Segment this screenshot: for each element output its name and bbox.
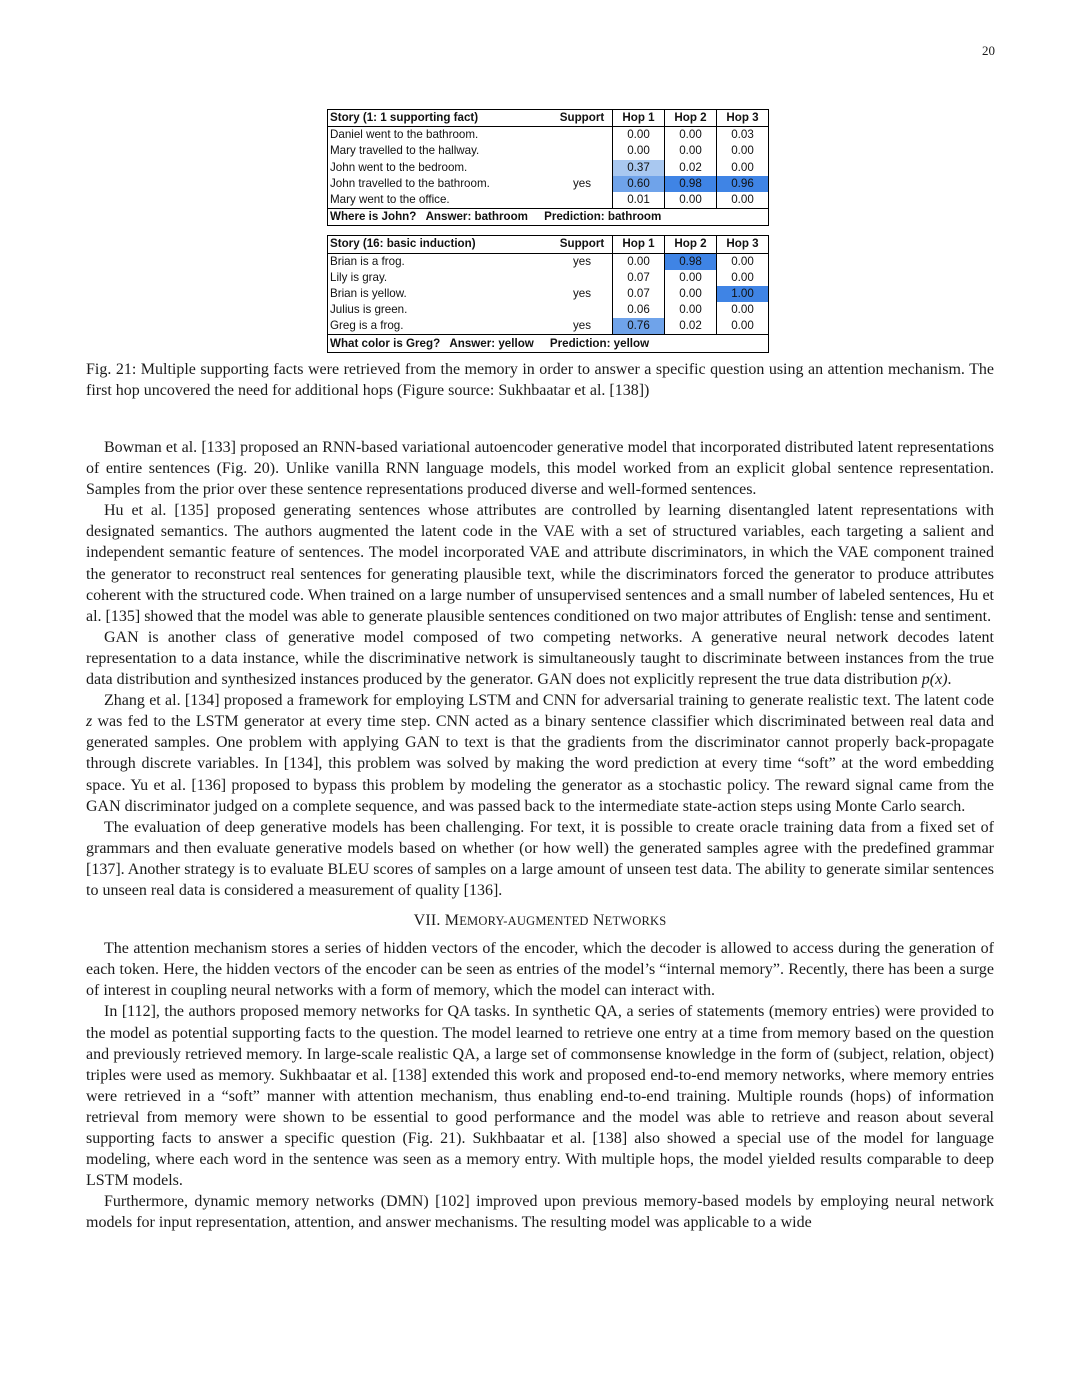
page-number: 20 xyxy=(982,43,995,58)
answer-text: Answer: yellow xyxy=(449,336,534,350)
support-cell xyxy=(552,127,613,144)
support-cell xyxy=(552,302,613,318)
heading-text: AUGMENTED xyxy=(507,914,589,929)
table-row xyxy=(328,286,769,302)
paragraph: Furthermore, dynamic memory networks (DMN) [102] improved upon previous memory-based models by employing neural network models for input representation, attention, and answer mechanisms. The resulting model was applicable to a wide xyxy=(86,1193,994,1232)
support-cell xyxy=(552,192,613,209)
hop1-cell: 0.37 xyxy=(613,160,665,176)
header-hop2: Hop 2 xyxy=(665,110,717,127)
hop2-cell: 0.00 xyxy=(665,143,717,159)
story-cell: Greg is a frog. xyxy=(330,319,404,333)
story-cell: Julius is green. xyxy=(330,303,408,317)
table-row xyxy=(328,127,769,144)
support-cell xyxy=(552,270,613,286)
hop2-cell: 0.02 xyxy=(665,318,717,335)
heading-text: EMORY xyxy=(459,914,504,929)
header-hop1: Hop 1 xyxy=(613,110,665,127)
qa-footer xyxy=(328,209,769,226)
math-inline: z xyxy=(86,713,93,731)
table-footer-row xyxy=(328,335,769,352)
hop1-cell: 0.07 xyxy=(613,270,665,286)
question-text: Where is John? xyxy=(330,210,417,224)
table-row xyxy=(328,160,769,176)
hop2-cell: 0.00 xyxy=(665,192,717,209)
support-cell: yes xyxy=(552,176,613,192)
header-hop2: Hop 2 xyxy=(665,236,717,253)
table-row xyxy=(328,302,769,318)
section-number: VII. xyxy=(413,912,441,930)
hop3-cell: 0.00 xyxy=(717,160,769,176)
header-support: Support xyxy=(552,236,613,253)
table-header-row xyxy=(328,110,769,127)
hop1-cell: 0.00 xyxy=(613,253,665,270)
story-table-1 xyxy=(327,109,769,226)
paragraph xyxy=(86,690,994,817)
heading-text: - xyxy=(503,914,508,929)
hop1-cell: 0.76 xyxy=(613,318,665,335)
hop1-cell: 0.06 xyxy=(613,302,665,318)
story-table-2 xyxy=(327,235,769,352)
hop2-cell: 0.00 xyxy=(665,286,717,302)
support-cell xyxy=(552,160,613,176)
prediction-text: Prediction: bathroom xyxy=(544,210,662,224)
text-run: . xyxy=(947,671,952,689)
hop1-cell: 0.07 xyxy=(613,286,665,302)
story-cell: Mary travelled to the hallway. xyxy=(330,144,480,158)
paragraph xyxy=(86,627,994,690)
paragraph: Hu et al. [135] proposed generating sentences whose attributes are controlled by learning disentangled latent representations with designated semantics. The authors augmented the latent code in the VAE with a set of structured variables, each targeting a salient and independent semantic feature of sentences. The model incorporated VAE and attribute discriminators, in which the VAE component trained the generator to reconstruct real sentences for generating plausible text, while the discriminators forced the generator to produce attributes coherent with the structured code. When trained on a large number of unsupervised sentences and a small number of labeled sentences, Hu et al. [135] showed that the model was able to generate plausible sentences conditioned on two major attributes of English: tense and sentiment. xyxy=(86,502,994,625)
support-cell: yes xyxy=(552,253,613,270)
body-text xyxy=(86,437,994,1233)
table-row xyxy=(328,318,769,335)
text-run: was fed to the LSTM generator at every time step. CNN acted as a binary sentence classifier which discriminated between real data and generated samples. One problem with applying GAN to text is that the gradients from the discriminator cannot properly back-propagate through discrete variables. In [134], this problem was solved by making the word prediction at every time “soft” at the word embedding space. Yu et al. [136] proposed to bypass this problem by modeling the generator as a stochastic policy. The reward signal came from the GAN discriminator judged on a complete sequence, and was passed back to the intermediate state-action steps using Monte Carlo search. xyxy=(86,713,994,815)
story-cell: Brian is a frog. xyxy=(330,254,405,268)
paragraph: The evaluation of deep generative models has been challenging. For text, it is possible to create oracle training data from a fixed set of grammars and then evaluate generative models based on whether (or how well) the generated samples agree with the predefined grammar [137]. Another strategy is to evaluate BLEU scores of samples on a large amount of unseen test data. The ability to generate similar sentences to unseen real data is considered a measurement of quality [136]. xyxy=(86,818,994,899)
table-header-row xyxy=(328,236,769,253)
support-cell: yes xyxy=(552,286,613,302)
table-row xyxy=(328,253,769,270)
table-row xyxy=(328,270,769,286)
heading-text: M xyxy=(444,912,460,930)
table-row xyxy=(328,143,769,159)
heading-text: ETWORKS xyxy=(604,914,667,929)
hop3-cell: 0.00 xyxy=(717,192,769,209)
section-heading xyxy=(86,910,994,932)
hop2-cell: 0.98 xyxy=(665,176,717,192)
story-cell: Mary went to the office. xyxy=(330,193,450,207)
header-hop3: Hop 3 xyxy=(717,110,769,127)
hop1-cell: 0.00 xyxy=(613,143,665,159)
text-run: Zhang et al. [134] proposed a framework for employing LSTM and CNN for adversarial training to generate realistic text. The latent code xyxy=(104,692,994,710)
header-story: Story (16: basic induction) xyxy=(328,236,553,253)
paragraph: In [112], the authors proposed memory networks for QA tasks. In synthetic QA, a series of statements (memory entries) were provided to the model as potential supporting facts to the question. The model learned to retrieve one entry at a time from memory based on the question and previously retrieved memory. In large-scale realistic QA, a large set of commonsense knowledge in the form of (subject, relation, object) triples were used as memory. Sukhbaatar et al. [138] extended this work and proposed end-to-end memory networks, where memory entries were retrieved in a “soft” manner with attention mechanism, thus enabling end-to-end training. Multiple rounds (hops) of information retrieval from memory were shown to be essential to good performance and the model was able to retrieve and reason about several supporting facts to answer a specific question (Fig. 21). Sukhbaatar et al. [138] also showed a special use of the model for language modeling, where each word in the sentence was seen as a memory entry. With multiple hops, the model yielded results comparable to deep LSTM models. xyxy=(86,1003,994,1190)
question-text: What color is Greg? xyxy=(330,336,441,350)
hop2-cell: 0.02 xyxy=(665,160,717,176)
hop3-cell: 0.03 xyxy=(717,127,769,144)
hop3-cell: 0.00 xyxy=(717,253,769,270)
story-cell: Lily is gray. xyxy=(330,270,388,284)
answer-text: Answer: bathroom xyxy=(425,210,528,224)
support-cell xyxy=(552,143,613,159)
hop1-cell: 0.60 xyxy=(613,176,665,192)
hop3-cell: 0.00 xyxy=(717,143,769,159)
figure-21-tables xyxy=(327,109,759,362)
paragraph: Bowman et al. [133] proposed an RNN-based variational autoencoder generative model that incorporated distributed latent representations of entire sentences (Fig. 20). Unlike vanilla RNN language models, this model worked from an explicit global sentence representation. Samples from the prior over these sentence representations produced diverse and well-formed sentences. xyxy=(86,439,994,499)
hop1-cell: 0.01 xyxy=(613,192,665,209)
hop2-cell: 0.00 xyxy=(665,270,717,286)
hop3-cell: 1.00 xyxy=(717,286,769,302)
table-row xyxy=(328,176,769,192)
paragraph: The attention mechanism stores a series of hidden vectors of the encoder, which the decoder is allowed to access during the generation of each token. Here, the hidden vectors of the encoder can be seen as entries of the model’s “internal memory”. Recently, there has been a surge of interest in coupling neural networks with a form of memory, which the model can interact with. xyxy=(86,940,994,1000)
header-hop3: Hop 3 xyxy=(717,236,769,253)
header-hop1: Hop 1 xyxy=(613,236,665,253)
qa-footer xyxy=(328,335,769,352)
hop3-cell: 0.00 xyxy=(717,318,769,335)
story-cell: John travelled to the bathroom. xyxy=(330,176,490,190)
hop2-cell: 0.00 xyxy=(665,302,717,318)
header-support: Support xyxy=(552,110,613,127)
hop1-cell: 0.00 xyxy=(613,127,665,144)
text-run: GAN is another class of generative model composed of two competing networks. A generative neural network decodes latent representation to a data instance, while the discriminative network is simultaneously taught to discriminate between instances from the true data distribution and synthesized instances produced by the generator. GAN does not explicitly represent the true data distribution xyxy=(86,628,994,689)
header-story: Story (1: 1 supporting fact) xyxy=(328,110,553,127)
heading-text: N xyxy=(588,912,605,930)
hop2-cell: 0.98 xyxy=(665,253,717,270)
hop3-cell: 0.96 xyxy=(717,176,769,192)
prediction-text: Prediction: yellow xyxy=(549,336,650,350)
hop3-cell: 0.00 xyxy=(717,270,769,286)
hop3-cell: 0.00 xyxy=(717,302,769,318)
hop2-cell: 0.00 xyxy=(665,127,717,144)
story-cell: John went to the bedroom. xyxy=(330,160,468,174)
figure-caption: Fig. 21: Multiple supporting facts were retrieved from the memory in order to answer a specific question using an attention mechanism. The first hop uncovered the need for additional hops (Figure source: Sukhbaatar et al. [138]) xyxy=(86,361,994,399)
story-cell: Daniel went to the bathroom. xyxy=(330,128,479,142)
support-cell: yes xyxy=(552,318,613,335)
table-footer-row xyxy=(328,209,769,226)
math-inline: p(x) xyxy=(921,671,948,689)
story-cell: Brian is yellow. xyxy=(330,286,407,300)
table-row xyxy=(328,192,769,209)
